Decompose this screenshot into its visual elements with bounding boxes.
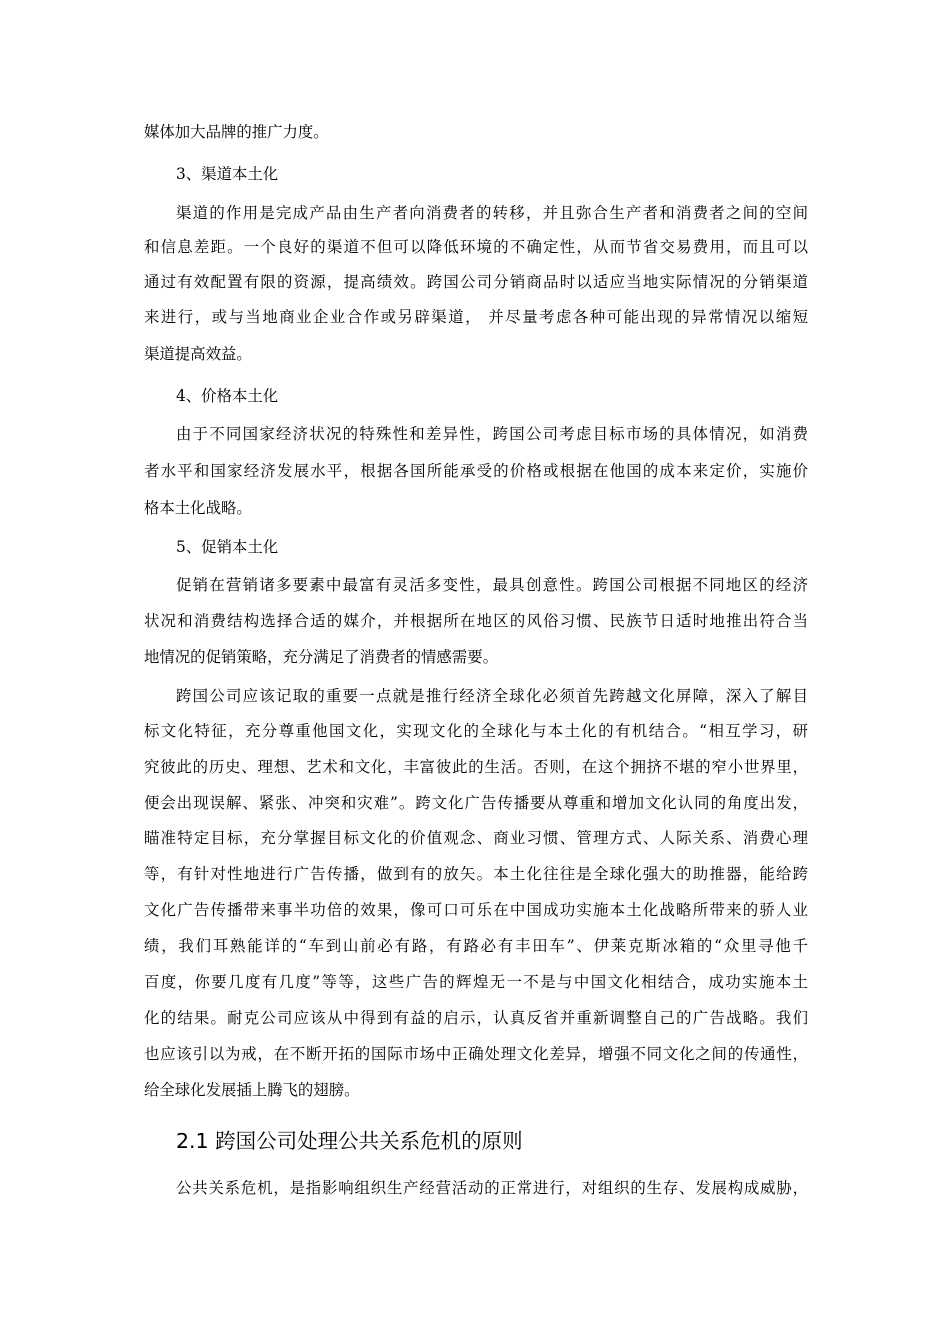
section-title-channel: 3、渠道本土化 bbox=[176, 165, 279, 183]
paragraph-line: 绩，我们耳熟能详的“车到山前必有路，有路必有丰田车”、伊莱克斯冰箱的“众里寻他千 bbox=[144, 937, 808, 955]
paragraph-line: 跨国公司应该记取的重要一点就是推行经济全球化必须首先跨越文化屏障，深入了解目 bbox=[176, 687, 808, 705]
paragraph-line: 来进行，或与当地商业企业合作或另辟渠道， 并尽量考虑各种可能出现的异常情况以缩短 bbox=[144, 308, 808, 326]
paragraph-line: 状况和消费结构选择合适的媒介，并根据所在地区的风俗习惯、民族节日适时地推出符合当 bbox=[144, 612, 808, 630]
paragraph-line: 瞄准特定目标，充分掌握目标文化的价值观念、商业习惯、管理方式、人际关系、消费心理 bbox=[144, 829, 808, 847]
paragraph-line: 化的结果。耐克公司应该从中得到有益的启示，认真反省并重新调整自己的广告战略。我们 bbox=[144, 1009, 808, 1027]
paragraph-line: 也应该引以为戒，在不断开拓的国际市场中正确处理文化差异，增强不同文化之间的传通性， bbox=[144, 1045, 808, 1063]
section-heading: 2.1 跨国公司处理公共关系危机的原则 bbox=[176, 1129, 523, 1153]
paragraph-line: 究彼此的历史、理想、艺术和文化，丰富彼此的生活。否则，在这个拥挤不堪的窄小世界里， bbox=[144, 758, 808, 776]
paragraph-line: 地情况的促销策略，充分满足了消费者的情感需要。 bbox=[144, 648, 498, 666]
section-title-promotion: 5、促销本土化 bbox=[176, 538, 279, 556]
paragraph-line: 促销在营销诸多要素中最富有灵活多变性，最具创意性。跨国公司根据不同地区的经济 bbox=[176, 576, 808, 594]
paragraph-line: 等，有针对性地进行广告传播，做到有的放矢。本土化往往是全球化强大的助推器，能给跨 bbox=[144, 865, 808, 883]
paragraph-line: 格本土化战略。 bbox=[144, 499, 252, 517]
paragraph-line: 文化广告传播带来事半功倍的效果，像可口可乐在中国成功实施本土化战略所带来的骄人业 bbox=[144, 901, 808, 919]
section-title-price: 4、价格本土化 bbox=[176, 387, 279, 405]
paragraph-line: 百度，你要几度有几度”等等，这些广告的辉煌无一不是与中国文化相结合，成功实施本土 bbox=[144, 973, 808, 991]
paragraph-line: 标文化特征，充分尊重他国文化，实现文化的全球化与本土化的有机结合。“相互学习，研 bbox=[144, 722, 808, 740]
paragraph-line: 通过有效配置有限的资源，提高绩效。跨国公司分销商品时以适应当地实际情况的分销渠道 bbox=[144, 273, 808, 291]
paragraph-line: 公共关系危机，是指影响组织生产经营活动的正常进行，对组织的生存、发展构成威胁， bbox=[176, 1179, 808, 1197]
paragraph-line: 渠道的作用是完成产品由生产者向消费者的转移，并且弥合生产者和消费者之间的空间 bbox=[176, 204, 808, 222]
paragraph-line: 给全球化发展插上腾飞的翅膀。 bbox=[144, 1081, 360, 1099]
paragraph-line: 渠道提高效益。 bbox=[144, 345, 252, 363]
paragraph-line: 和信息差距。一个良好的渠道不但可以降低环境的不确定性，从而节省交易费用，而且可以 bbox=[144, 238, 808, 256]
paragraph-line: 媒体加大品牌的推广力度。 bbox=[144, 123, 329, 141]
paragraph-line: 由于不同国家经济状况的特殊性和差异性，跨国公司考虑目标市场的具体情况，如消费 bbox=[176, 425, 808, 443]
paragraph-line: 便会出现误解、紧张、冲突和灾难”。跨文化广告传播要从尊重和增加文化认同的角度出发， bbox=[144, 794, 808, 812]
paragraph-line: 者水平和国家经济发展水平，根据各国所能承受的价格或根据在他国的成本来定价，实施价 bbox=[144, 462, 808, 480]
